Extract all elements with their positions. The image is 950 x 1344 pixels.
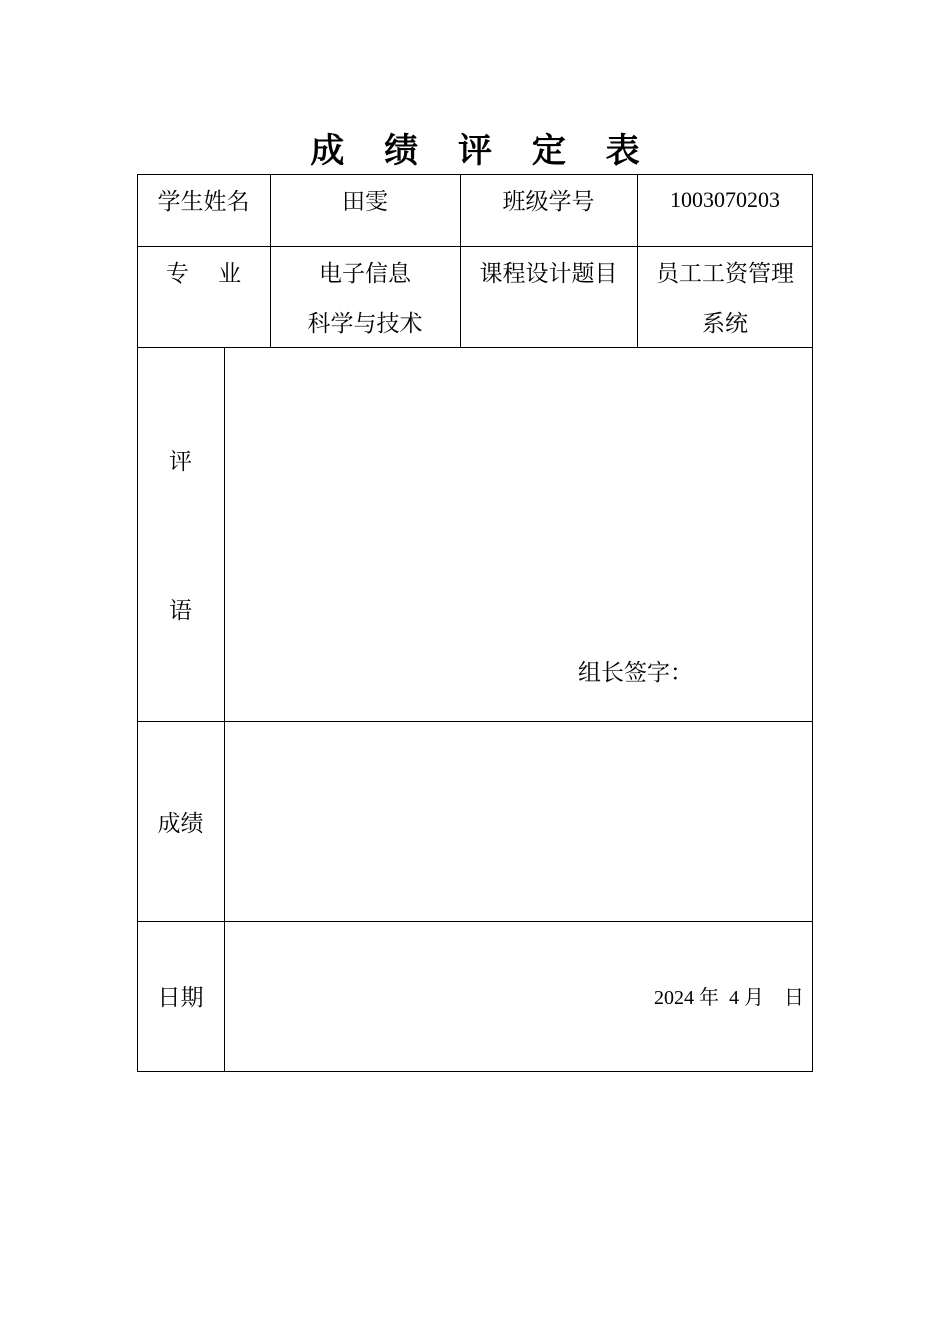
- class-id-value: 1003070203: [670, 187, 780, 212]
- date-value: 2024 年 4 月 日: [654, 987, 804, 1009]
- table-border-bottom: [137, 1071, 813, 1072]
- row-divider: [137, 246, 813, 247]
- student-name-label: 学生姓名: [157, 189, 250, 215]
- class-id-label: 班级学号: [502, 189, 595, 215]
- project-topic-value-line2: 系统: [702, 311, 748, 337]
- student-name-value: 田雯: [342, 189, 388, 215]
- comments-area[interactable]: [225, 348, 812, 721]
- row-divider: [137, 921, 813, 922]
- major-value-line1: 电子信息: [319, 261, 411, 287]
- grade-label: 成绩: [157, 811, 204, 837]
- major-label: 专 业: [165, 261, 242, 287]
- project-topic-value-line1: 员工工资管理: [656, 261, 794, 287]
- grade-evaluation-table: [137, 174, 813, 1072]
- page-title: 成 绩 评 定 表: [310, 131, 654, 171]
- grade-value[interactable]: [225, 722, 812, 921]
- comments-label-char-2: 语: [169, 598, 192, 624]
- major-value-line2: 科学与技术: [307, 311, 423, 337]
- date-label: 日期: [157, 985, 204, 1011]
- signature-label: 组长签字：: [578, 660, 693, 686]
- comments-label-char-1: 评: [169, 449, 192, 475]
- project-topic-label: 课程设计题目: [479, 261, 618, 287]
